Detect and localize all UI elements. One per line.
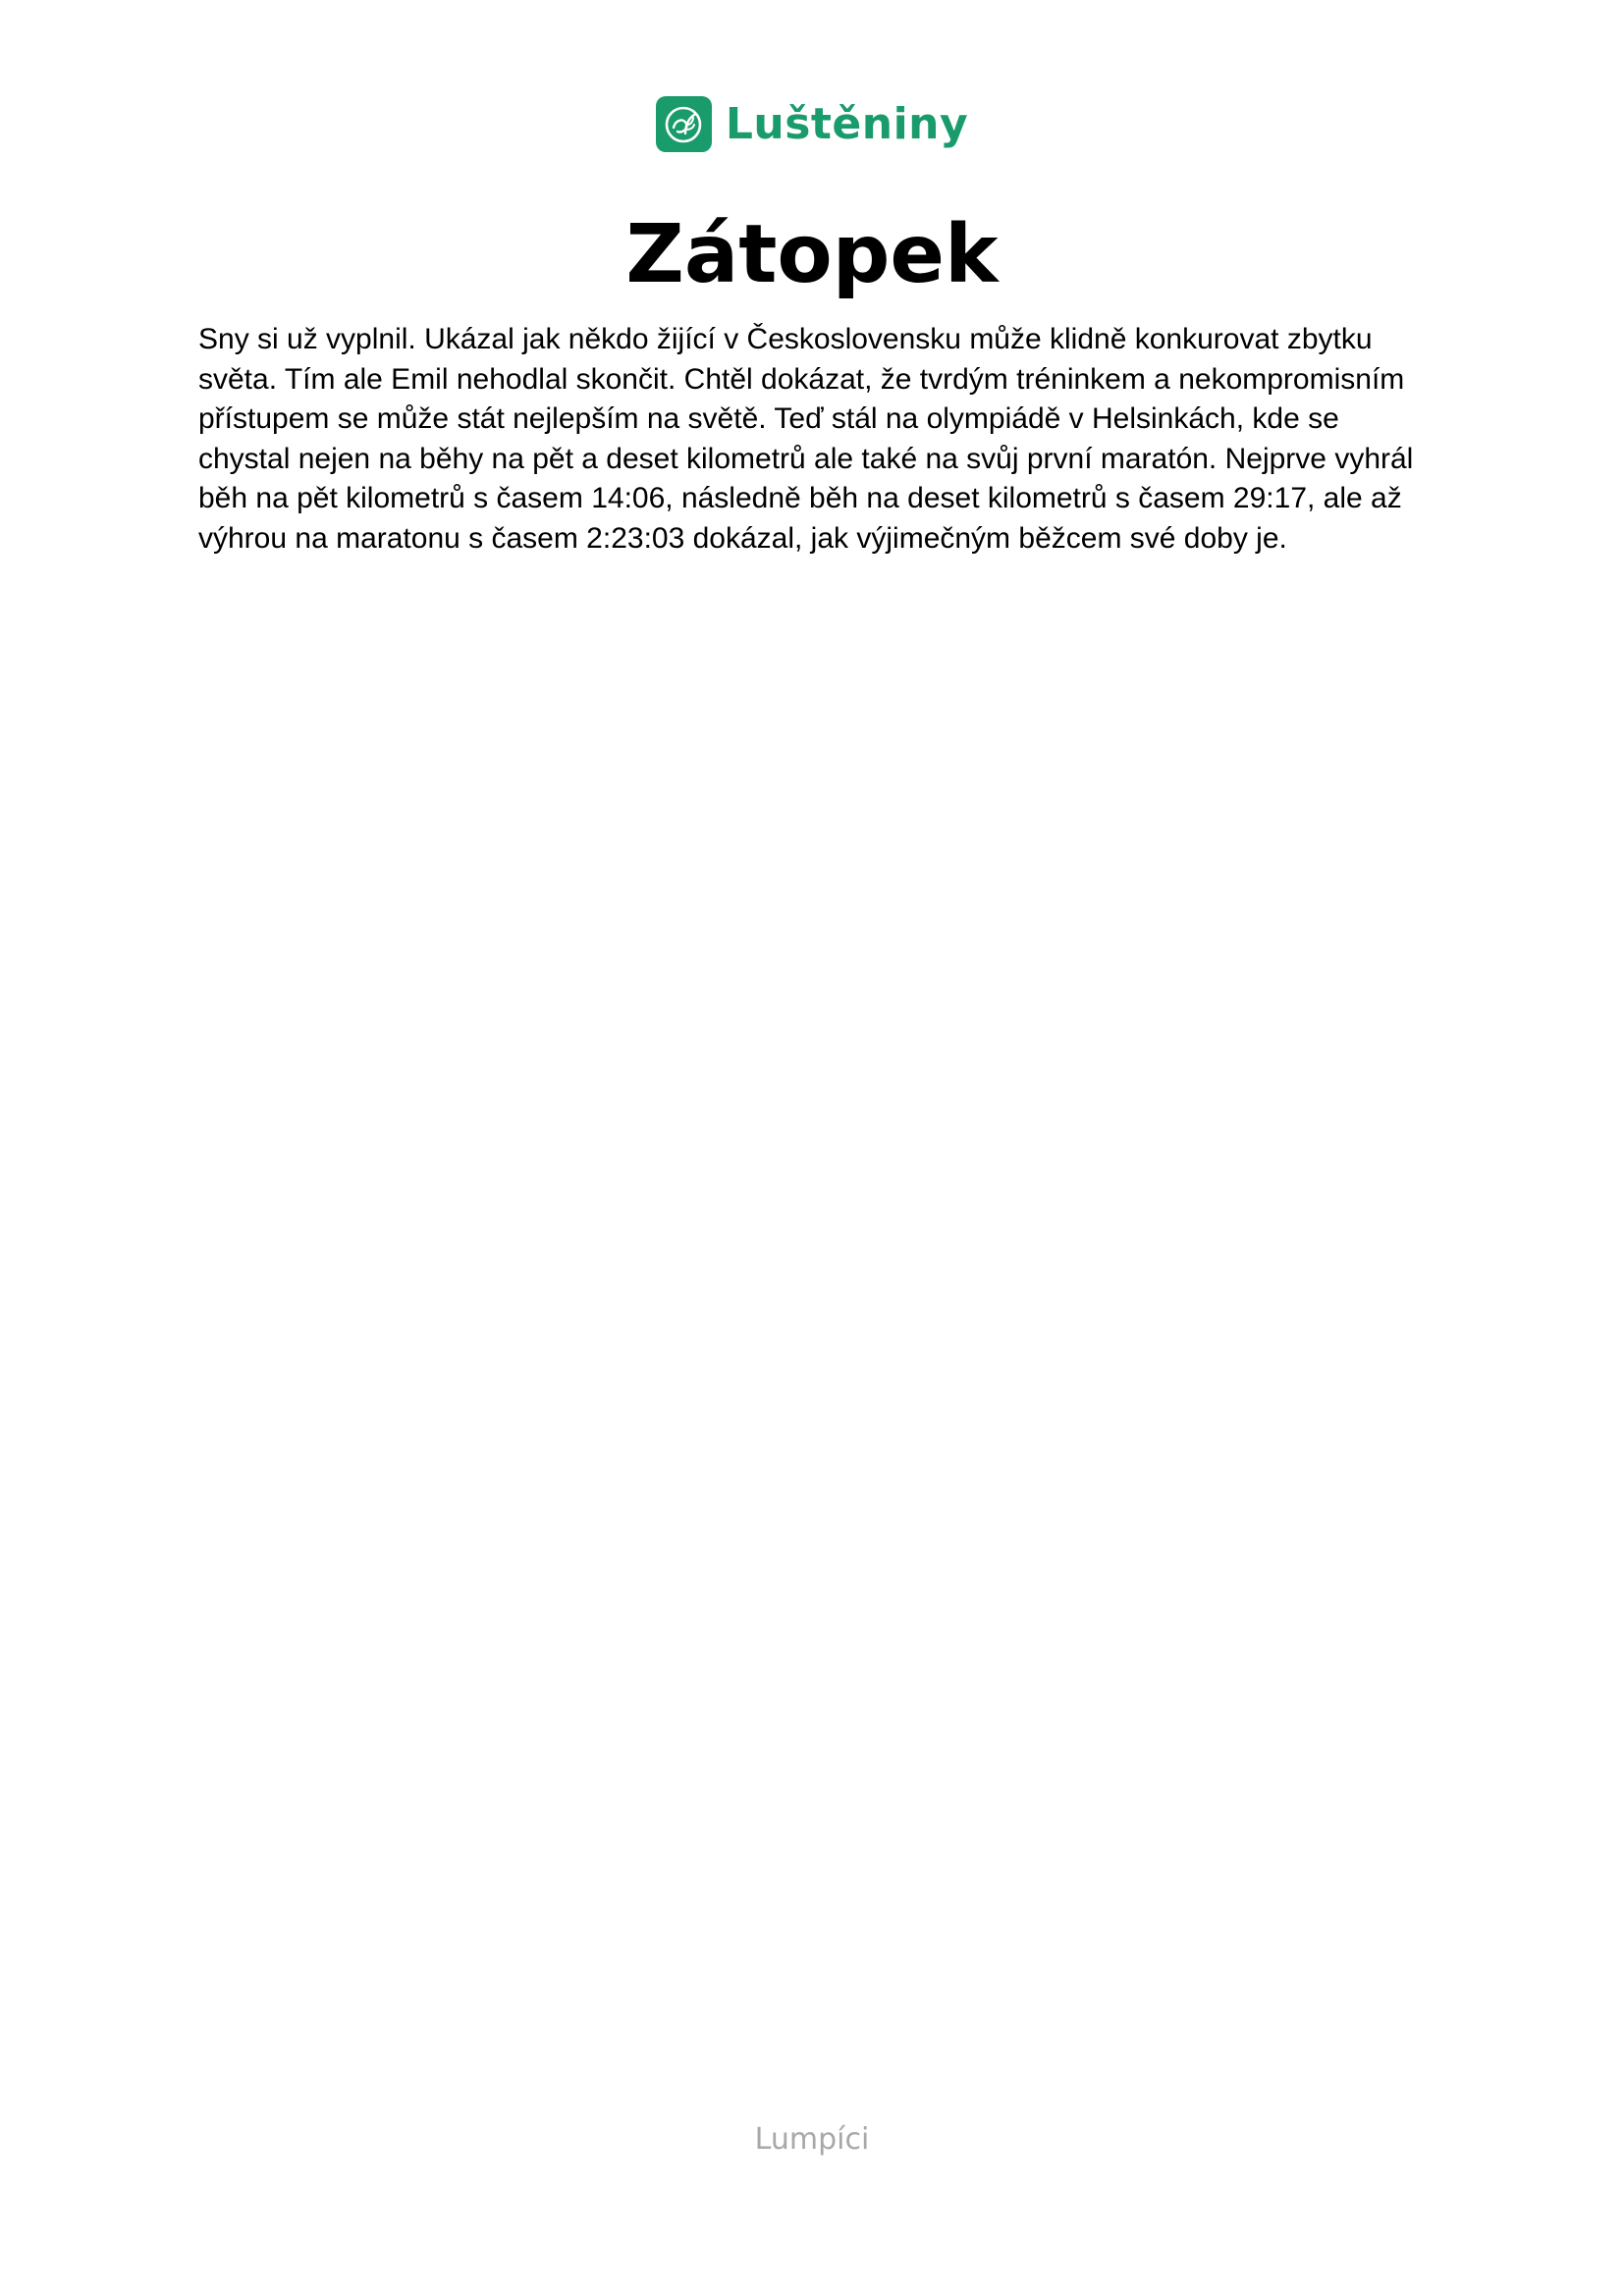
body-paragraph: Sny si už vyplnil. Ukázal jak někdo žijící v Československu může klidně konkurovat zbytku světa. Tím ale Emil nehodlal skončit. Chtěl dokázat, že tvrdým tréninkem a nekompromisním přístupem se může stát nejlepším na světě. Teď stál na olympiádě v Helsinkách, kde se chystal nejen na běhy na pět a deset kilometrů ale také na svůj první maratón. Nejprve vyhrál běh na pět kilometrů s časem 14:06, následně běh na deset kilometrů s časem 29:17, ale až výhrou na maratonu s časem 2:23:03 dokázal, jak výjimečným běžcem své doby je. <box>198 323 1414 555</box>
brand-name: Luštěniny <box>725 99 969 149</box>
footer-text: Lumpíci <box>754 2122 870 2157</box>
document-title: Zátopek <box>625 208 999 301</box>
brand-logo <box>0 96 1624 152</box>
bean-leaf-icon <box>656 96 712 152</box>
